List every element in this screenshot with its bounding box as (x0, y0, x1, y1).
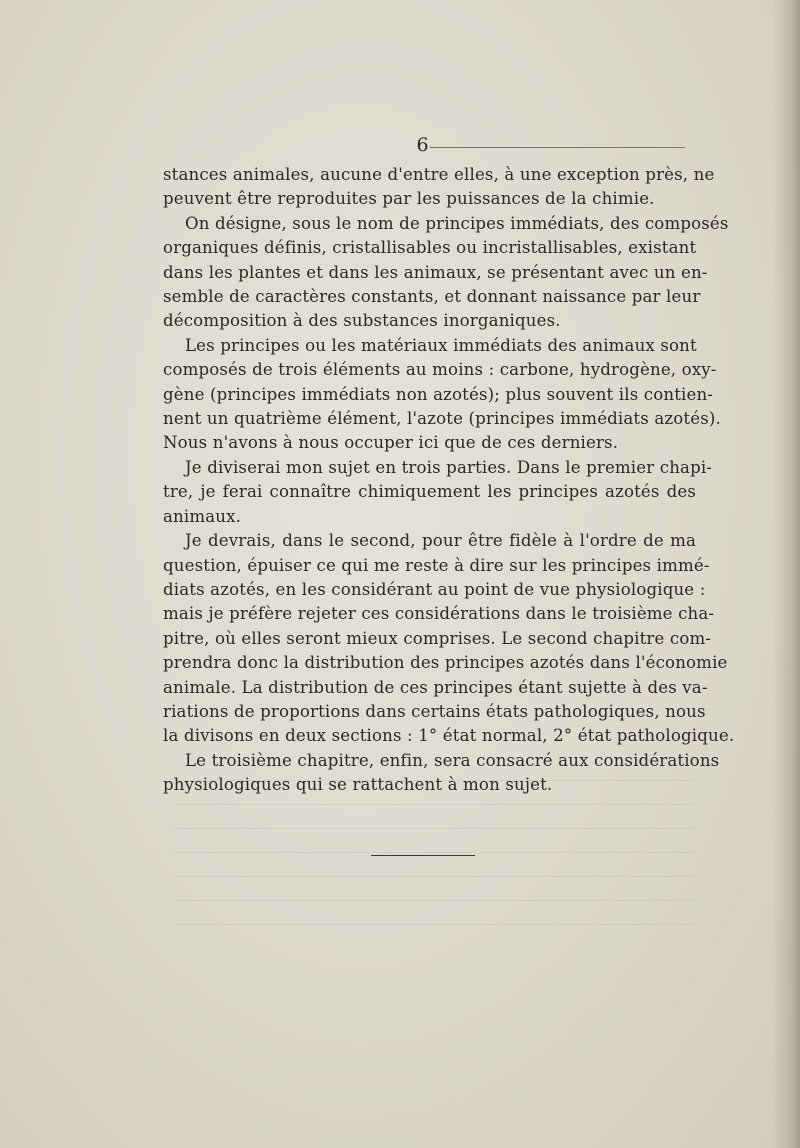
text-line: organiques définis, cristallisables ou incristallisables, existant (163, 238, 697, 258)
text-line: question, épuiser ce qui me reste à dire sur les principes immé- (163, 555, 710, 575)
body-text (163, 163, 735, 798)
text-line: nent un quatrième élément, l'azote (principes immédiats azotés). (163, 409, 721, 429)
text-line: physiologiques qui se rattachent à mon sujet. (163, 775, 553, 795)
text-line: peuvent être reproduites par les puissances de la chimie. (163, 189, 655, 209)
text-line: composés de trois éléments au moins : carbone, hydrogène, oxy- (163, 360, 717, 380)
text-line: semble de caractères constants, et donnant naissance par leur (163, 287, 701, 307)
text-line: Je diviserai mon sujet en trois parties. Dans le premier chapi- (185, 457, 713, 477)
text-line: Le troisième chapitre, enfin, sera consacré aux considérations (185, 750, 720, 770)
text-line: animale. La distribution de ces principes étant sujette à des va- (163, 677, 708, 697)
text-line: On désigne, sous le nom de principes immédiats, des composés (185, 213, 729, 233)
paragraph-3 (163, 334, 721, 456)
text-line: animaux. (163, 506, 242, 526)
header-rule (430, 147, 685, 148)
text-line: Les principes ou les matériaux immédiats des animaux sont (185, 335, 697, 355)
paragraph-1 (163, 163, 715, 212)
text-line: mais je préfère rejeter ces considérations dans le troisième cha- (163, 604, 715, 624)
text-line: décomposition à des substances inorganiques. (163, 311, 561, 331)
closing-rule (371, 855, 475, 856)
paragraph-5 (163, 529, 735, 749)
text-line: Je devrais, dans le second, pour être fidèle à l'ordre de ma (185, 531, 696, 551)
text-line: diats azotés, en les considérant au point de vue physiologique : (163, 579, 706, 599)
paragraph-2 (163, 212, 729, 334)
text-line: prendra donc la distribution des principes azotés dans l'économie (163, 653, 728, 673)
page-number: 6 (416, 134, 429, 156)
text-line: la divisons en deux sections : 1° état normal, 2° état pathologique. (163, 726, 735, 746)
text-line: gène (principes immédiats non azotés); plus souvent ils contien- (163, 384, 714, 404)
text-line: Nous n'avons à nous occuper ici que de ces derniers. (163, 433, 619, 453)
paragraph-6 (163, 749, 720, 798)
page-edge-shadow (772, 0, 800, 1148)
text-line: dans les plantes et dans les animaux, se présentant avec un en- (163, 262, 708, 282)
paragraph-4 (163, 456, 713, 529)
text-line: riations de proportions dans certains états pathologiques, nous (163, 701, 706, 721)
text-line: tre, je ferai connaître chimiquement les principes azotés des (163, 482, 696, 502)
text-line: stances animales, aucune d'entre elles, à une exception près, ne (163, 165, 715, 184)
text-line: pitre, où elles seront mieux comprises. Le second chapitre com- (163, 628, 712, 648)
